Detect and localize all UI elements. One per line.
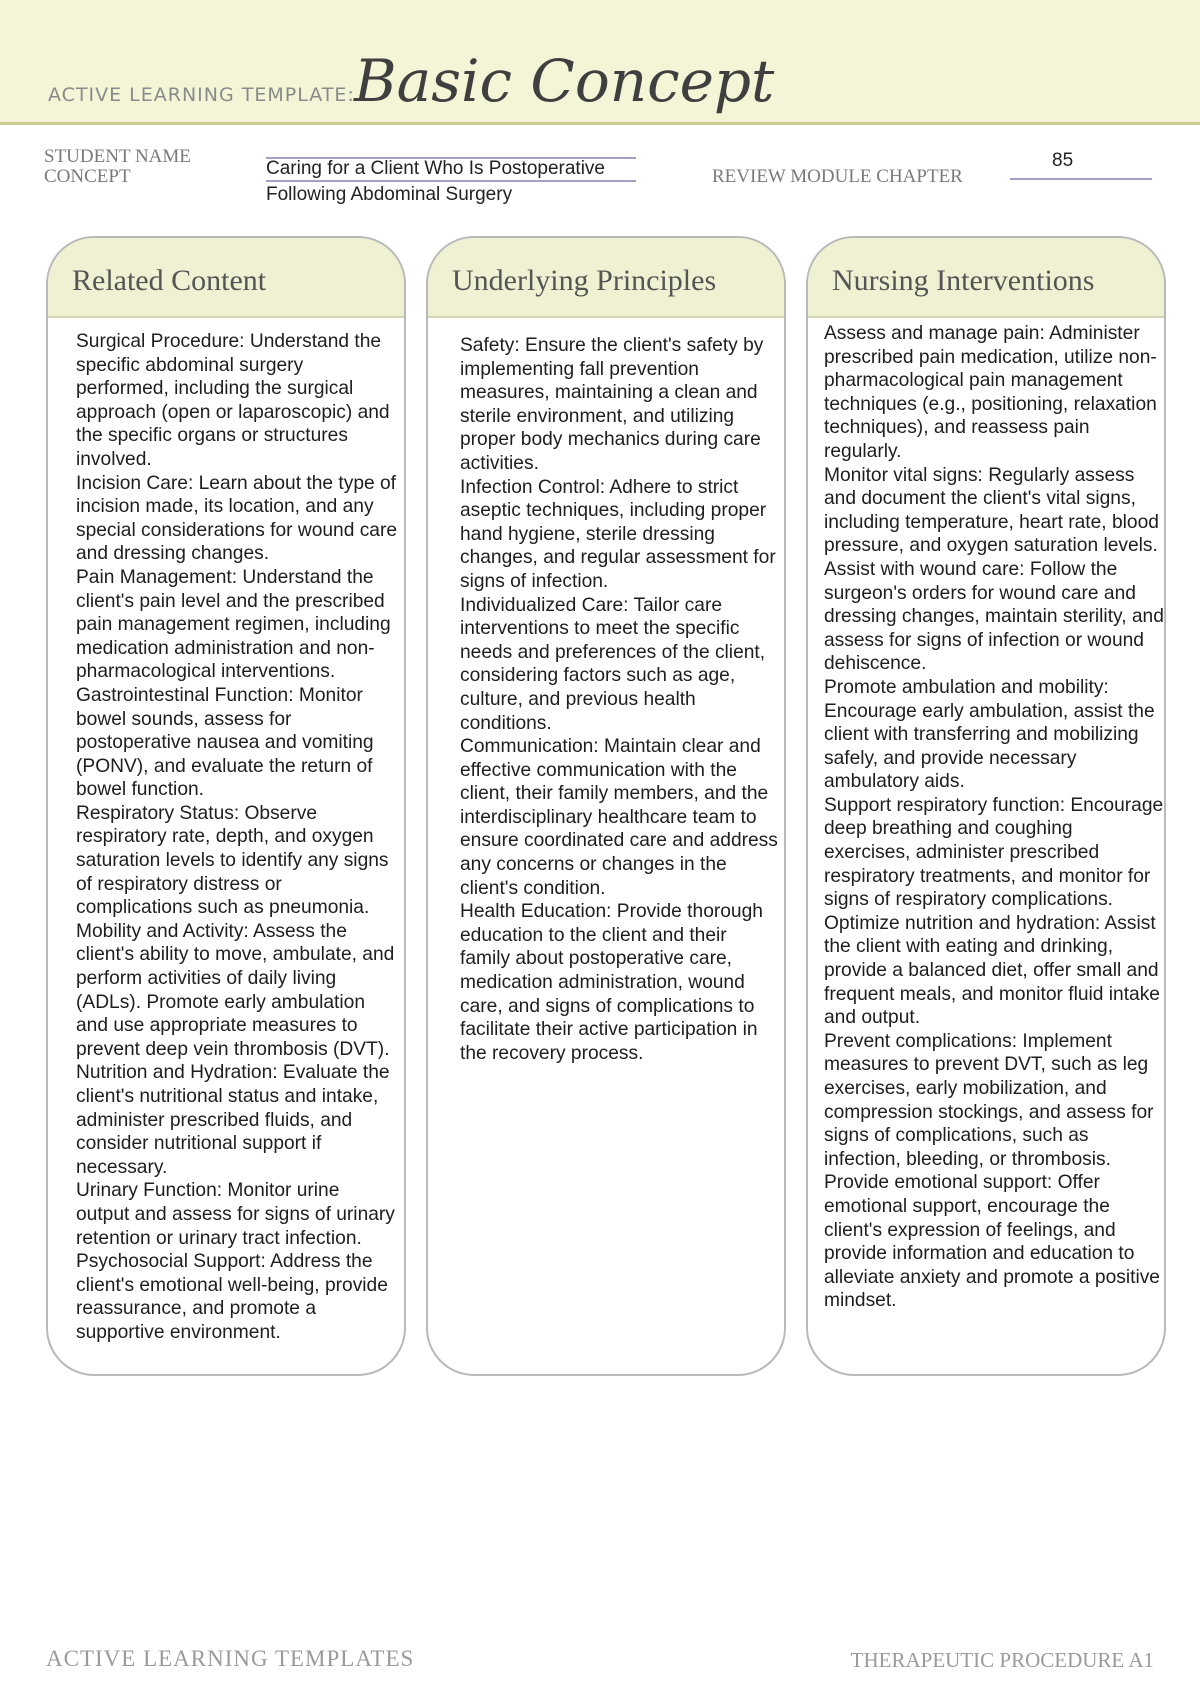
related-content-title: Related Content xyxy=(72,264,267,297)
list-item: Prevent complications: Implement measures to prevent DVT, such as leg exercises, early mobilization, and compression stockings, and assess for signs of complications, such as infection, bleeding, or thrombosis. xyxy=(824,1030,1154,1170)
list-item: Support respiratory function: Encourage deep breathing and coughing exercises, administer prescribed respiratory treatments, and monitor for signs of respiratory complications. xyxy=(824,794,1164,911)
nursing-interventions-panel xyxy=(806,236,1166,1376)
list-item: Provide emotional support: Offer emotional support, encourage the client's expression of feelings, and provide information and education to alleviate anxiety and promote a positive mindset. xyxy=(824,1172,1160,1312)
list-item: Health Education: Provide thorough education to the client and their family about postoperative care, medication administration, wound care, and signs of complications to facilitate their active participation in the recovery process. xyxy=(460,901,763,1064)
list-item: Psychosocial Support: Address the client's emotional well-being, provide reassurance, and promote a supportive environment. xyxy=(76,1251,388,1343)
underlying-principles-title: Underlying Principles xyxy=(452,264,717,297)
list-item: Assist with wound care: Follow the surgeon's orders for wound care and dressing changes, maintain sterility, and assess for signs of infection or wound dehiscence. xyxy=(824,558,1164,675)
student-name-label: STUDENT NAME xyxy=(44,146,191,167)
concept-value-line2: Following Abdominal Surgery xyxy=(266,184,513,205)
underlying-principles-header xyxy=(428,238,784,318)
concept-underline xyxy=(266,180,636,182)
nursing-interventions-body xyxy=(824,322,1164,1313)
concept-value-line1: Caring for a Client Who Is Postoperative xyxy=(266,158,605,179)
list-item: Assess and manage pain: Administer prescribed pain medication, utilize non-pharmacological pain management techniques (e.g., positioning, relaxation techniques), and reassess pain regularly. xyxy=(824,323,1157,462)
footer-left: ACTIVE LEARNING TEMPLATES xyxy=(46,1646,415,1671)
template-label: ACTIVE LEARNING TEMPLATE: xyxy=(48,84,355,106)
related-content-panel xyxy=(46,236,406,1376)
underlying-principles-panel xyxy=(426,236,786,1376)
list-item: Infection Control: Adhere to strict aseptic techniques, including proper hand hygiene, sterile dressing changes, and regular assessment for signs of infection. xyxy=(460,476,776,592)
list-item: Surgical Procedure: Understand the specific abdominal surgery performed, including the surgical approach (open or laparoscopic) and the specific organs or structures involved. xyxy=(76,331,390,470)
review-module-value: 85 xyxy=(1052,150,1074,171)
list-item: Nutrition and Hydration: Evaluate the client's nutritional status and intake, administer prescribed fluids, and consider nutritional support if necessary. xyxy=(76,1062,390,1178)
list-item: Individualized Care: Tailor care interventions to meet the specific needs and preferences of the client, considering factors such as age, culture, and previous health conditions. xyxy=(460,594,766,734)
nursing-interventions-title: Nursing Interventions xyxy=(832,264,1095,297)
list-item: Communication: Maintain clear and effective communication with the client, their family members, and the interdisciplinary healthcare team to ensure coordinated care and address any concerns or changes in the client's condition. xyxy=(460,736,778,899)
related-content-header xyxy=(48,238,404,318)
related-content-body xyxy=(76,330,398,1345)
review-module-label: REVIEW MODULE CHAPTER xyxy=(712,166,963,187)
list-item: Safety: Ensure the client's safety by implementing fall prevention measures, maintaining a clean and sterile environment, and utilizing proper body mechanics during care activities. xyxy=(460,335,764,474)
underlying-principles-body xyxy=(460,334,778,1065)
review-module-underline xyxy=(1010,178,1152,180)
student-name-underline xyxy=(266,157,636,159)
list-item: Gastrointestinal Function: Monitor bowel sounds, assess for postoperative nausea and vomiting (PONV), and evaluate the return of bowel function. xyxy=(76,684,374,801)
list-item: Optimize nutrition and hydration: Assist the client with eating and drinking, provide a balanced diet, offer small and frequent meals, and monitor fluid intake and output. xyxy=(824,912,1160,1029)
footer-right: THERAPEUTIC PROCEDURE A1 xyxy=(850,1648,1154,1672)
list-item: Pain Management: Understand the client's pain level and the prescribed pain management regimen, including medication administration and non-pharmacological interventions. xyxy=(76,566,391,683)
nursing-interventions-header xyxy=(808,238,1164,318)
concept-label: CONCEPT xyxy=(44,166,131,187)
list-item: Urinary Function: Monitor urine output and assess for signs of urinary retention or urinary tract infection. xyxy=(76,1180,395,1249)
list-item: Respiratory Status: Observe respiratory rate, depth, and oxygen saturation levels to identify any signs of respiratory distress or complications such as pneumonia. xyxy=(76,802,389,919)
list-item: Mobility and Activity: Assess the client's ability to move, ambulate, and perform activities of daily living (ADLs). Promote early ambulation and use appropriate measures to prevent deep vein thrombosis (DVT). xyxy=(76,920,395,1060)
list-item: Promote ambulation and mobility: Encourage early ambulation, assist the client with transferring and mobilizing safely, and provide necessary ambulatory aids. xyxy=(824,676,1155,793)
list-item: Incision Care: Learn about the type of incision made, its location, and any special considerations for wound care and dressing changes. xyxy=(76,472,398,565)
template-title: Basic Concept xyxy=(354,47,775,115)
list-item: Monitor vital signs: Regularly assess and document the client's vital signs, including temperature, heart rate, blood pressure, and oxygen saturation levels. xyxy=(824,464,1159,557)
header-band xyxy=(0,0,1200,125)
